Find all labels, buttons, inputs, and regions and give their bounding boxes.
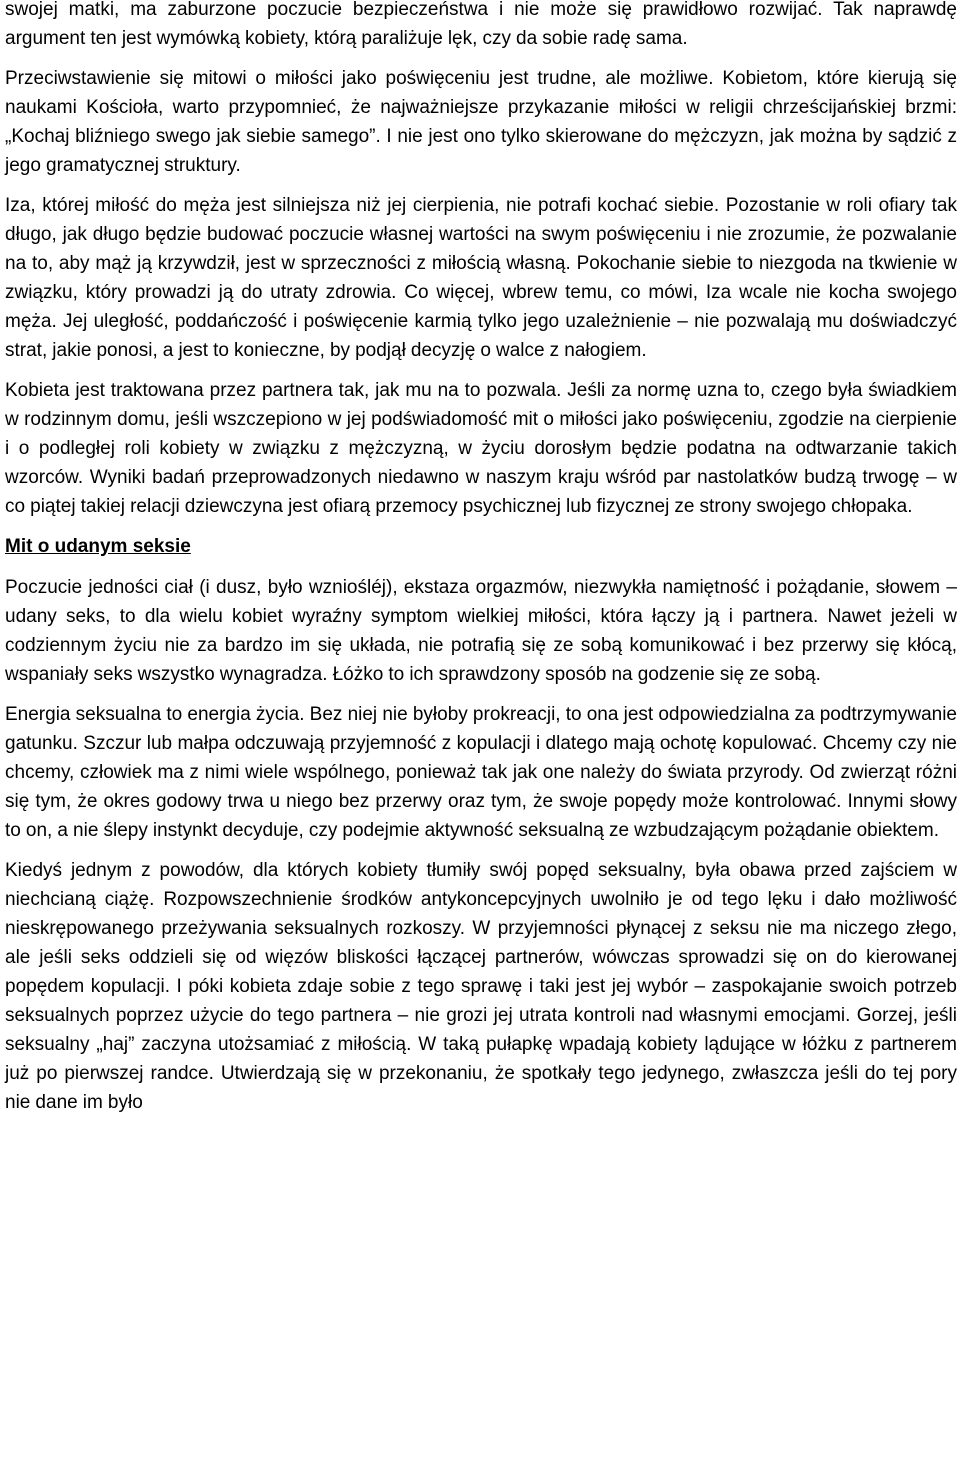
paragraph-3: Iza, której miłość do męża jest silniejsza niż jej cierpienia, nie potrafi kochać siebie. Pozostanie w roli ofiary tak długo, jak długo będzie budować poczucie własnej wartości na swym poświęceniu i nie zrozumie, że pozwalanie na to, aby mąż ją krzywdził, jest w sprzeczności z miłością własną. Pokochanie siebie to niezgoda na tkwienie w związku, który prowadzi ją do utraty zdrowia. Co więcej, wbrew temu, co mówi, Iza wcale nie kocha swojego męża. Jej uległość, poddańczość i poświęcenie karmią tylko jego uzależnienie – nie pozwalają mu doświadczyć strat, jakie ponosi, a jest to konieczne, by podjął decyzję o walce z nałogiem. [5, 195, 957, 361]
section-heading: Mit o udanym seksie [5, 536, 191, 557]
paragraph-2: Przeciwstawienie się mitowi o miłości jako poświęceniu jest trudne, ale możliwe. Kobietom, które kierują się naukami Kościoła, warto przypomnieć, że najważniejsze przykazanie miłości w religii chrześcijańskiej brzmi: „Kochaj bliźniego swego jak siebie samego”. I nie jest ono tylko skierowane do mężczyzn, jak można by sądzić z jego gramatycznej struktury. [5, 68, 957, 176]
paragraph-1: swojej matki, ma zaburzone poczucie bezpieczeństwa i nie może się prawidłowo rozwijać. Tak naprawdę argument ten jest wymówką kobiety, którą paraliżuje lęk, czy da sobie radę sama. [5, 0, 957, 49]
paragraph-5: Poczucie jedności ciał (i dusz, było wzniośléj), ekstaza orgazmów, niezwykła namiętność i pożądanie, słowem – udany seks, to dla wielu kobiet wyraźny symptom wielkiej miłości, która łączy ją i partnera. Nawet jeżeli w codziennym życiu nie za bardzo im się układa, nie potrafią się ze sobą komunikować i bez przerwy się kłócą, wspaniały seks wszystko wynagradza. Łóżko to ich sprawdzony sposób na godzenie się ze sobą. [5, 577, 957, 685]
paragraph-7: Kiedyś jednym z powodów, dla których kobiety tłumiły swój popęd seksualny, była obawa przed zajściem w niechcianą ciążę. Rozpowszechnienie środków antykoncepcyjnych uwolniło je od tego lęku i dało możliwość nieskrępowanego przeżywania seksualnych rozkoszy. W przyjemności płynącej z seksu nie ma niczego złego, ale jeśli seks oddzieli się od więzów bliskości łączącej partnerów, wówczas sprowadzi się on do kierowanej popędem kopulacji. I póki kobieta zdaje sobie z tego sprawę i taki jest jej wybór – zaspokajanie swoich potrzeb seksualnych poprzez użycie do tego partnera – nie grozi jej utrata kontroli nad własnymi emocjami. Gorzej, jeśli seksualny „haj” zaczyna utożsamiać z miłością. W taką pułapkę wpadają kobiety lądujące w łóżku z partnerem już po pierwszej randce. Utwierdzają się w przekonaniu, że spotkały tego jedynego, zwłaszcza jeśli do tej pory nie dane im było [5, 860, 957, 1113]
paragraph-6: Energia seksualna to energia życia. Bez niej nie byłoby prokreacji, to ona jest odpowiedzialna za podtrzymywanie gatunku. Szczur lub małpa odczuwają przyjemność z kopulacji i dlatego mają ochotę kopulować. Chcemy czy nie chcemy, człowiek ma z nimi wiele wspólnego, ponieważ tak jak one należy do świata przyrody. Od zwierząt różni się tym, że okres godowy trwa u niego bez przerwy oraz tym, że swoje popędy może kontrolować. Innymi słowy to on, a nie ślepy instynkt decyduje, czy podejmie aktywność seksualną ze wzbudzającym pożądanie obiektem. [5, 704, 957, 841]
paragraph-4: Kobieta jest traktowana przez partnera tak, jak mu na to pozwala. Jeśli za normę uzna to, czego była świadkiem w rodzinnym domu, jeśli wszczepiono w jej podświadomość mit o miłości jako poświęceniu, zgodzie na cierpienie i o podległej roli kobiety w związku z mężczyzną, w życiu dorosłym będzie podatna na odtwarzanie takich wzorców. Wyniki badań przeprowadzonych niedawno w naszym kraju wśród par nastolatków budzą trwogę – w co piątej takiej relacji dziewczyna jest ofiarą przemocy psychicznej lub fizycznej ze strony swojego chłopaka. [5, 380, 957, 517]
